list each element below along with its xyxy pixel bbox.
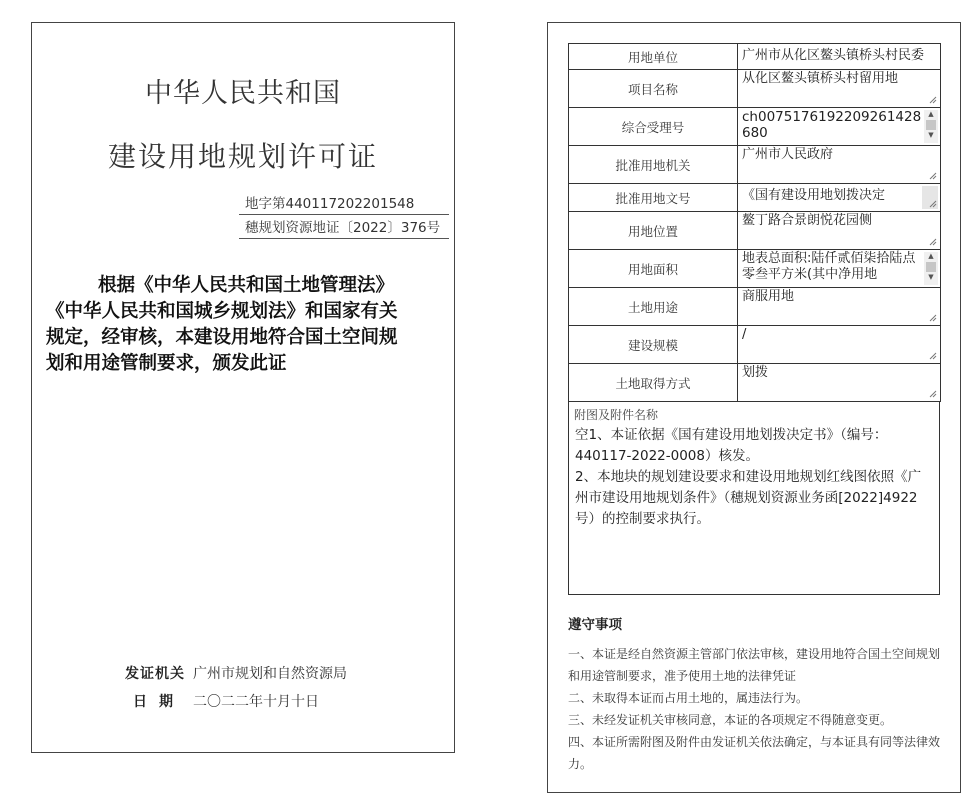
- land-user-field[interactable]: [738, 44, 941, 70]
- table-row: [569, 184, 941, 212]
- resize-handle-icon[interactable]: [929, 352, 937, 360]
- field-value: 地表总面积:陆仟贰佰柒拾陆点零叁平方米(其中净用地: [742, 251, 916, 282]
- field-value: 商服用地: [742, 289, 795, 304]
- attachments-label: 附图及附件名称: [574, 408, 659, 422]
- field-value: 广州市人民政府: [742, 147, 834, 162]
- land-permit-number: 地字第440117202201548: [239, 193, 449, 215]
- row-label: 土地用途: [569, 288, 738, 326]
- land-info-table: [568, 43, 941, 402]
- date-value: 二〇二二年十月十日: [193, 694, 319, 710]
- notice-item: 四、本证所需附图及附件由发证机关依法确定，与本证具有同等法律效力。: [568, 735, 941, 771]
- declaration-line: 划和用途管制要求，颁发此证: [46, 353, 287, 374]
- acceptance-number-field[interactable]: [738, 108, 941, 146]
- notice-title: 遵守事项: [568, 617, 622, 633]
- scrollbar[interactable]: [924, 252, 938, 285]
- notice-item: 三、未经发证机关审核同意，本证的各项规定不得随意变更。: [568, 713, 893, 727]
- scroll-down-icon[interactable]: ▼: [928, 273, 934, 281]
- scroll-up-icon[interactable]: ▲: [928, 110, 934, 118]
- declaration-line: 规定，经审核，本建设用地符合国土空间规: [46, 327, 398, 348]
- acquisition-method-field[interactable]: [738, 364, 941, 402]
- field-value: 广州市从化区鳌头镇桥头村民委: [742, 48, 925, 63]
- row-label: 项目名称: [569, 70, 738, 108]
- notice-item: 二、未取得本证而占用土地的，属违法行为。: [568, 691, 809, 705]
- project-name-field[interactable]: [738, 70, 941, 108]
- resize-handle-icon[interactable]: [929, 390, 937, 398]
- row-label: 批准用地文号: [569, 184, 738, 212]
- issuer-label: 发证机关: [125, 666, 185, 682]
- scrollbar[interactable]: [924, 110, 938, 143]
- row-label: 土地取得方式: [569, 364, 738, 402]
- issuer-row: [110, 663, 347, 683]
- field-value: 鳌丁路合景朗悦花园侧: [742, 213, 873, 228]
- declaration-line: 《中华人民共和国城乡规划法》和国家有关: [46, 301, 398, 322]
- certificate-title: 建设用地规划许可证: [107, 140, 378, 173]
- row-label: 用地单位: [569, 44, 738, 70]
- attachments-box: [568, 401, 940, 595]
- declaration-line: 根据《中华人民共和国土地管理法》: [97, 275, 394, 296]
- table-row: [569, 146, 941, 184]
- attachment-paragraph: 2、本地块的规划建设要求和建设用地规划红线图依照《广州市建设用地规划条件》（穗规划资源业务函[2022]4922号）的控制要求执行。: [575, 469, 922, 527]
- field-value: /: [742, 327, 747, 342]
- field-value: 划拨: [742, 365, 769, 380]
- table-row: [569, 212, 941, 250]
- notice-list: [568, 643, 946, 775]
- scroll-thumb[interactable]: [926, 262, 936, 272]
- row-label: 建设规模: [569, 326, 738, 364]
- resize-handle-icon[interactable]: [929, 314, 937, 322]
- resize-handle-icon[interactable]: [929, 200, 937, 208]
- certificate-cover-page: [31, 22, 455, 753]
- field-value: 从化区鳌头镇桥头村留用地: [742, 71, 899, 86]
- row-label: 批准用地机关: [569, 146, 738, 184]
- legal-declaration: [46, 273, 446, 377]
- land-area-field[interactable]: [738, 250, 941, 288]
- country-title: 中华人民共和国: [145, 78, 341, 109]
- scroll-up-icon[interactable]: ▲: [928, 252, 934, 260]
- table-row: [569, 364, 941, 402]
- table-row: [569, 44, 941, 70]
- attachment-paragraph: 空1、本证依据《国有建设用地划拨决定书》（编号：440117-2022-0008）核发。: [575, 427, 888, 464]
- row-label: 综合受理号: [569, 108, 738, 146]
- land-location-field[interactable]: [738, 212, 941, 250]
- issuer-value: 广州市规划和自然资源局: [193, 666, 347, 682]
- date-row: [110, 691, 319, 711]
- table-row: [569, 70, 941, 108]
- approving-authority-field[interactable]: [738, 146, 941, 184]
- scroll-down-icon[interactable]: ▼: [928, 131, 934, 139]
- row-label: 用地面积: [569, 250, 738, 288]
- row-label: 用地位置: [569, 212, 738, 250]
- resize-handle-icon[interactable]: [929, 96, 937, 104]
- land-use-field[interactable]: [738, 288, 941, 326]
- planning-permit-number: 穗规划资源地证〔2022〕376号: [239, 217, 449, 239]
- field-value: 《国有建设用地划拨决定: [742, 188, 886, 203]
- approval-document-field[interactable]: [738, 184, 941, 212]
- date-label: 日期: [133, 694, 185, 710]
- resize-handle-icon[interactable]: [929, 172, 937, 180]
- table-row: [569, 326, 941, 364]
- table-row: [569, 108, 941, 146]
- resize-handle-icon[interactable]: [929, 238, 937, 246]
- scroll-thumb[interactable]: [926, 120, 936, 130]
- construction-scale-field[interactable]: [738, 326, 941, 364]
- certificate-detail-page: [547, 22, 961, 793]
- attachments-text: [569, 423, 939, 530]
- field-value: ch00751761922092614286​80: [742, 109, 922, 141]
- notice-item: 一、本证是经自然资源主管部门依法审核，建设用地符合国土空间规划和用途管制要求，准予使用土地的法律凭证: [568, 647, 941, 683]
- table-row: [569, 250, 941, 288]
- table-row: [569, 288, 941, 326]
